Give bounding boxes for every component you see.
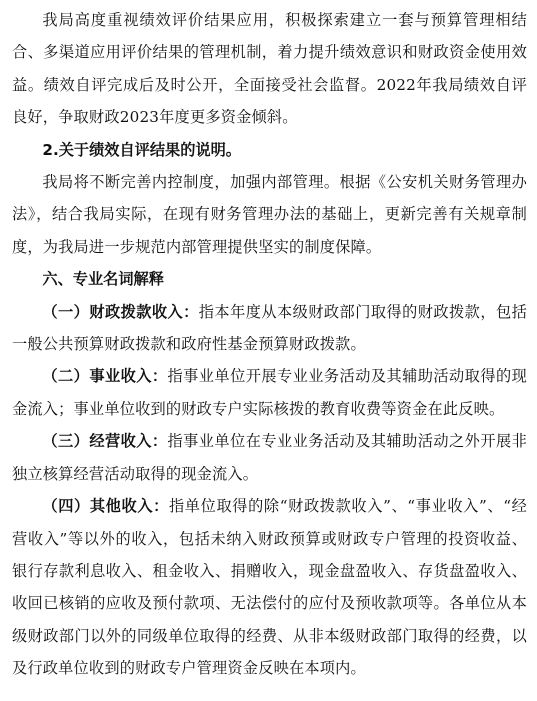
term-fiscal-appropriation-income [12,296,527,361]
paragraph-performance-application: 我局高度重视绩效评价结果应用，积极探索建立一套与预算管理相结合、多渠道应用评价结果的管理机制，着力提升绩效意识和财政资金使用效益。绩效自评完成后及时公开，全面接受社会监督。2022年我局绩效自评良好，争取财政2023年度更多资金倾斜。 [12,11,527,127]
heading-terminology: 六、专业名词解释 [42,270,164,289]
term-definition: 指本年度从本级财政部门取得的财政拨款，包括一般公共预算财政拨款和政府性基金预算财政拨款。 [12,302,527,354]
term-name: 财政拨款收入： [89,302,199,321]
term-definition: 指事业单位在专业业务活动及其辅助活动之外开展非独立核算经营活动取得的现金流入。 [12,432,527,483]
term-other-income [12,490,527,684]
term-definition: 指单位取得的除“财政拨款收入”、“事业收入”、“经营收入”等以外的收入，包括未纳入财政预算或财政专户管理的投资收益、银行存款利息收入、租金收入、捐赠收入，现金盘盈收入、存货盘盈收入、收回已核销的应收及预付款项、无法偿付的应付及预收款项等。各单位从本级财政部门以外的同级单位取得的经费、从非本级财政部门取得的经费，以及行政单位收到的财政专户管理资金反映在本项内。 [12,497,527,678]
term-name: 经营收入： [89,432,168,451]
term-business-income [12,360,527,425]
term-number: （三） [42,432,90,451]
document-page [12,4,527,685]
term-number: （四） [42,497,90,516]
paragraph-internal-control: 我局将不断完善内控制度，加强内部管理。根据《公安机关财务管理办法》，结合我局实际，在现有财务管理办法的基础上，更新完善有关规章制度，为我局进一步规范内部管理提供坚实的制度保障。 [12,173,527,256]
term-operating-income [12,425,527,490]
term-name: 其他收入： [89,497,169,516]
term-number: （二） [42,367,90,386]
term-name: 事业收入： [89,367,168,386]
term-definition: 指事业单位开展专业业务活动及其辅助活动取得的现金流入；事业单位收到的财政专户实际核拨的教育收费等资金在此反映。 [12,367,527,418]
term-number: （一） [42,302,90,321]
heading-self-evaluation-explanation: 2.关于绩效自评结果的说明。 [42,140,241,159]
